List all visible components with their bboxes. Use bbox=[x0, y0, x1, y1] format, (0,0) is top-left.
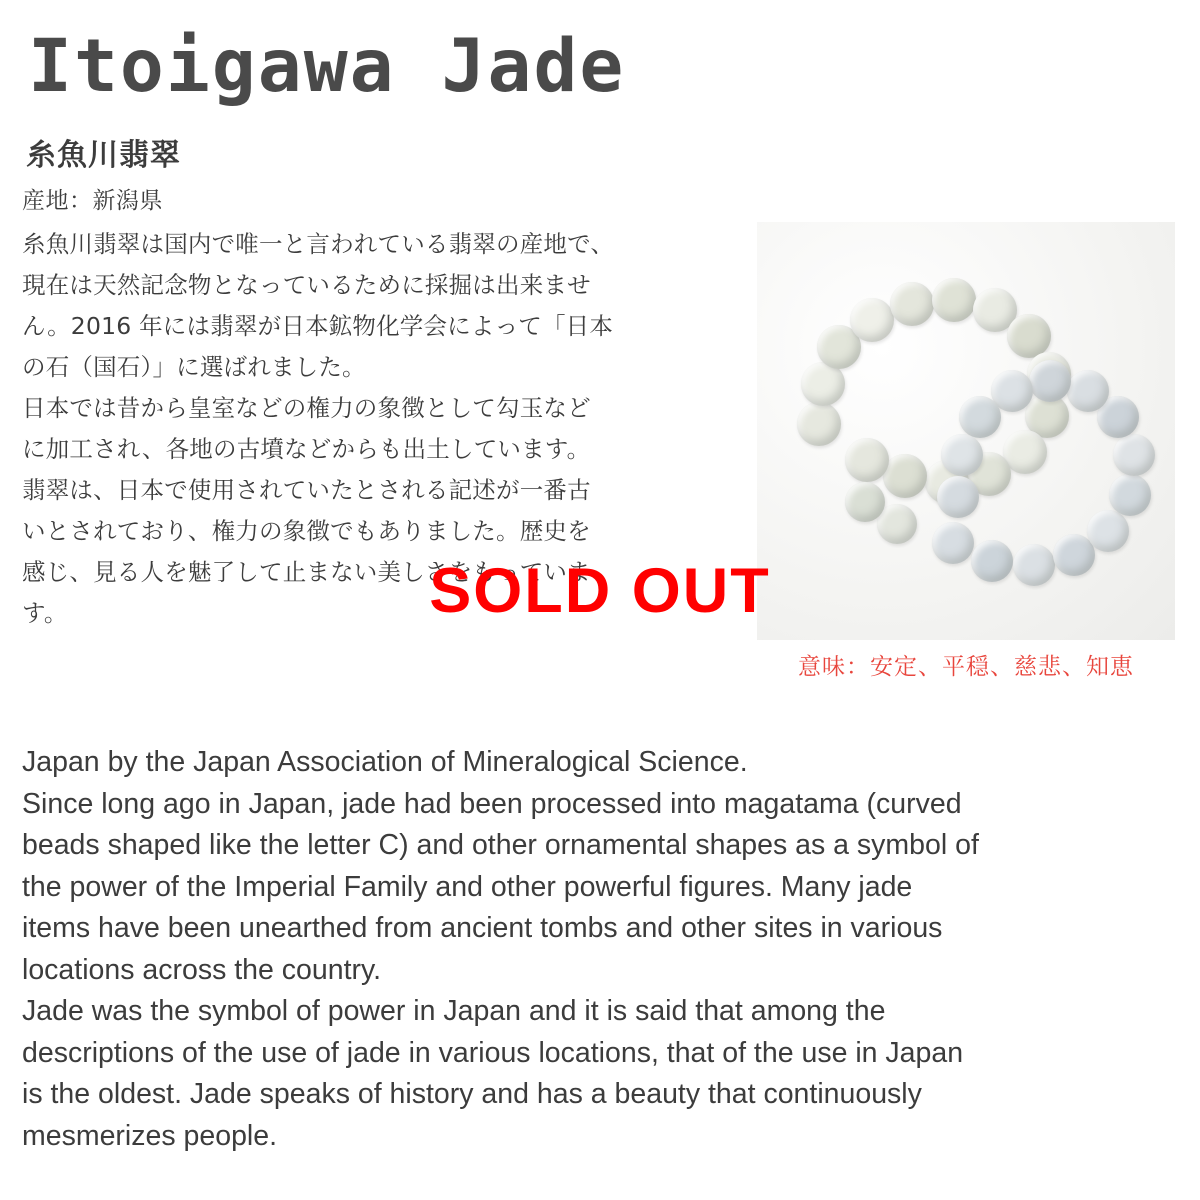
jp-line: す。 bbox=[22, 599, 68, 627]
stone-meaning-caption: 意味：安定、平穏、慈悲、知恵 bbox=[798, 654, 1134, 680]
en-line: items have been unearthed from ancient tombs and other sites in various bbox=[22, 912, 943, 944]
jp-line: ん。2016 年には翡翠が日本鉱物化学会によって「日本 bbox=[22, 312, 614, 340]
english-description bbox=[22, 742, 1182, 1157]
en-line: mesmerizes people. bbox=[22, 1119, 278, 1152]
en-line: the power of the Imperial Family and other powerful figures. Many jade bbox=[22, 870, 913, 903]
en-line: Japan by the Japan Association of Mineralogical Science. bbox=[22, 746, 748, 778]
en-line: Jade was the symbol of power in Japan and it is said that among the bbox=[22, 995, 886, 1027]
en-line: Since long ago in Japan, jade had been processed into magatama (curved bbox=[22, 787, 962, 820]
jp-line: 日本では昔から皇室などの権力の象徴として勾玉など bbox=[22, 394, 591, 422]
en-line: beads shaped like the letter C) and other ornamental shapes as a symbol of bbox=[22, 829, 979, 861]
en-line: locations across the country. bbox=[22, 953, 382, 986]
sold-out-badge: SOLD OUT bbox=[429, 556, 771, 626]
jp-line: 現在は天然記念物となっているために採掘は出来ませ bbox=[22, 271, 591, 299]
en-line: descriptions of the use of jade in various locations, that of the use in Japan bbox=[22, 1036, 964, 1069]
origin-label: 産地：新潟県 bbox=[22, 188, 163, 214]
page-title-english: Itoigawa Jade bbox=[28, 24, 626, 109]
jp-line: の石（国石）」に選ばれました。 bbox=[22, 353, 366, 381]
jp-line: 糸魚川翡翠は国内で唯一と言われている翡翠の産地で、 bbox=[22, 230, 615, 258]
page-title-japanese: 糸魚川翡翠 bbox=[26, 138, 181, 173]
jp-line: に加工され、各地の古墳などからも出土しています。 bbox=[22, 435, 591, 463]
jp-line: 翡翠は、日本で使用されていたとされる記述が一番古 bbox=[22, 476, 591, 504]
en-line: is the oldest. Jade speaks of history and has a beauty that continuously bbox=[22, 1078, 922, 1110]
jp-line: 感じ、見る人を魅了して止まない美しさをもっていま bbox=[22, 558, 591, 586]
jp-line: いとされており、権力の象徴でもありました。歴史を bbox=[22, 517, 591, 545]
